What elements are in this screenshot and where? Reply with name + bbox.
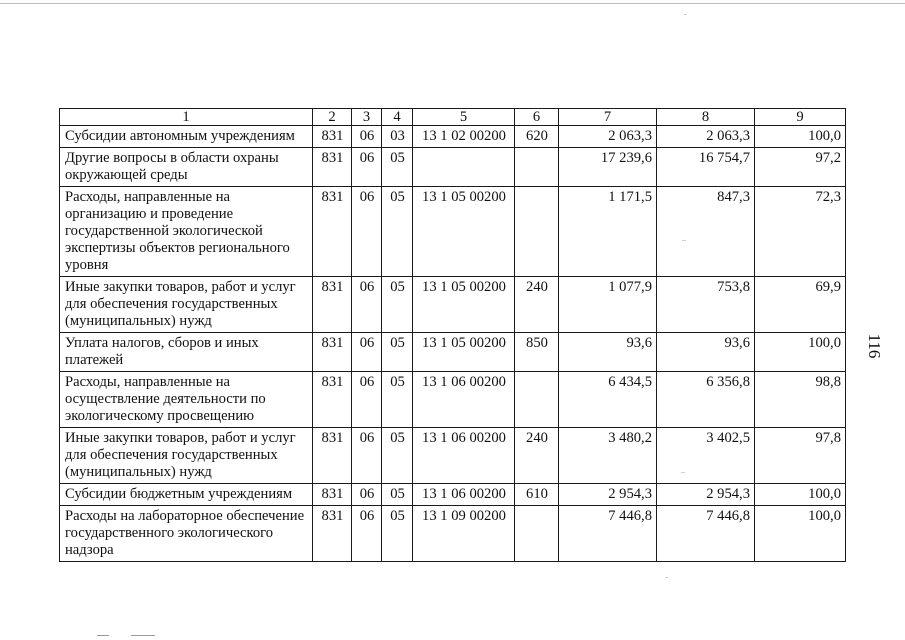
row-plan: 1 077,9 (559, 277, 657, 333)
row-name: Другие вопросы в области охраны окружающей среды (60, 148, 313, 187)
row-vr (515, 372, 559, 428)
row-fact: 16 754,7 (657, 148, 755, 187)
row-csr: 13 1 05 00200 (413, 187, 515, 277)
row-plan: 17 239,6 (559, 148, 657, 187)
row-fact: 753,8 (657, 277, 755, 333)
header-col-2: 2 (313, 109, 352, 126)
row-ved: 831 (313, 277, 352, 333)
row-fact: 847,3 (657, 187, 755, 277)
row-ved: 831 (313, 372, 352, 428)
row-name: Иные закупки товаров, работ и услуг для обеспечения государственных (муниципальных) нужд (60, 428, 313, 484)
scan-bottom-mark (131, 635, 155, 636)
row-rz: 06 (352, 126, 382, 148)
header-col-3: 3 (352, 109, 382, 126)
row-plan: 6 434,5 (559, 372, 657, 428)
table-row (60, 484, 846, 506)
row-pr: 05 (382, 148, 413, 187)
row-name: Иные закупки товаров, работ и услуг для обеспечения государственных (муниципальных) нужд (60, 277, 313, 333)
row-rz: 06 (352, 333, 382, 372)
row-ved: 831 (313, 506, 352, 562)
row-percent: 100,0 (755, 484, 846, 506)
row-plan: 2 063,3 (559, 126, 657, 148)
row-csr: 13 1 06 00200 (413, 484, 515, 506)
header-col-8: 8 (657, 109, 755, 126)
row-fact: 6 356,8 (657, 372, 755, 428)
row-ved: 831 (313, 126, 352, 148)
table-row (60, 372, 846, 428)
header-col-7: 7 (559, 109, 657, 126)
row-rz: 06 (352, 148, 382, 187)
row-ved: 831 (313, 428, 352, 484)
header-col-1: 1 (60, 109, 313, 126)
table-row (60, 277, 846, 333)
row-ved: 831 (313, 333, 352, 372)
row-vr (515, 148, 559, 187)
row-rz: 06 (352, 484, 382, 506)
row-percent: 98,8 (755, 372, 846, 428)
row-plan: 1 171,5 (559, 187, 657, 277)
row-csr (413, 148, 515, 187)
table-row (60, 428, 846, 484)
row-vr: 620 (515, 126, 559, 148)
scan-speck (681, 472, 685, 473)
row-ved: 831 (313, 484, 352, 506)
scan-bottom-mark (97, 635, 109, 636)
row-csr: 13 1 06 00200 (413, 372, 515, 428)
row-fact: 2 954,3 (657, 484, 755, 506)
table-row (60, 333, 846, 372)
row-plan: 7 446,8 (559, 506, 657, 562)
row-fact: 2 063,3 (657, 126, 755, 148)
row-fact: 3 402,5 (657, 428, 755, 484)
row-ved: 831 (313, 187, 352, 277)
row-percent: 69,9 (755, 277, 846, 333)
row-csr: 13 1 05 00200 (413, 333, 515, 372)
row-pr: 05 (382, 484, 413, 506)
row-vr (515, 506, 559, 562)
row-percent: 72,3 (755, 187, 846, 277)
row-pr: 05 (382, 428, 413, 484)
row-plan: 2 954,3 (559, 484, 657, 506)
scan-speck (665, 577, 668, 578)
row-vr: 240 (515, 277, 559, 333)
row-name: Субсидии бюджетным учреждениям (60, 484, 313, 506)
row-pr: 03 (382, 126, 413, 148)
row-name: Расходы, направленные на осуществление деятельности по экологическому просвещению (60, 372, 313, 428)
row-name: Субсидии автономным учреждениям (60, 126, 313, 148)
row-pr: 05 (382, 506, 413, 562)
column-number-row (60, 109, 846, 126)
row-rz: 06 (352, 187, 382, 277)
row-pr: 05 (382, 277, 413, 333)
row-rz: 06 (352, 428, 382, 484)
header-col-9: 9 (755, 109, 846, 126)
row-vr (515, 187, 559, 277)
scan-speck (684, 14, 687, 15)
row-vr: 240 (515, 428, 559, 484)
header-col-5: 5 (413, 109, 515, 126)
row-percent: 100,0 (755, 506, 846, 562)
row-fact: 7 446,8 (657, 506, 755, 562)
row-percent: 100,0 (755, 126, 846, 148)
row-rz: 06 (352, 277, 382, 333)
row-csr: 13 1 05 00200 (413, 277, 515, 333)
table-row (60, 148, 846, 187)
header-col-6: 6 (515, 109, 559, 126)
header-col-4: 4 (382, 109, 413, 126)
row-vr: 850 (515, 333, 559, 372)
page-number: 116 (865, 333, 884, 359)
row-name: Уплата налогов, сборов и иных платежей (60, 333, 313, 372)
row-plan: 3 480,2 (559, 428, 657, 484)
row-rz: 06 (352, 506, 382, 562)
table-row (60, 187, 846, 277)
row-percent: 97,2 (755, 148, 846, 187)
row-percent: 100,0 (755, 333, 846, 372)
row-rz: 06 (352, 372, 382, 428)
row-name: Расходы на лабораторное обеспечение государственного экологического надзора (60, 506, 313, 562)
table-row (60, 126, 846, 148)
row-plan: 93,6 (559, 333, 657, 372)
row-csr: 13 1 09 00200 (413, 506, 515, 562)
scan-speck (682, 240, 686, 241)
row-vr: 610 (515, 484, 559, 506)
row-csr: 13 1 02 00200 (413, 126, 515, 148)
row-pr: 05 (382, 372, 413, 428)
row-percent: 97,8 (755, 428, 846, 484)
row-pr: 05 (382, 187, 413, 277)
budget-expenditure-table (59, 108, 846, 562)
row-name: Расходы, направленные на организацию и проведение государственной экологической экспертизы объектов регионального уровня (60, 187, 313, 277)
row-ved: 831 (313, 148, 352, 187)
row-fact: 93,6 (657, 333, 755, 372)
row-csr: 13 1 06 00200 (413, 428, 515, 484)
scan-top-edge (0, 3, 905, 4)
row-pr: 05 (382, 333, 413, 372)
table-row (60, 506, 846, 562)
